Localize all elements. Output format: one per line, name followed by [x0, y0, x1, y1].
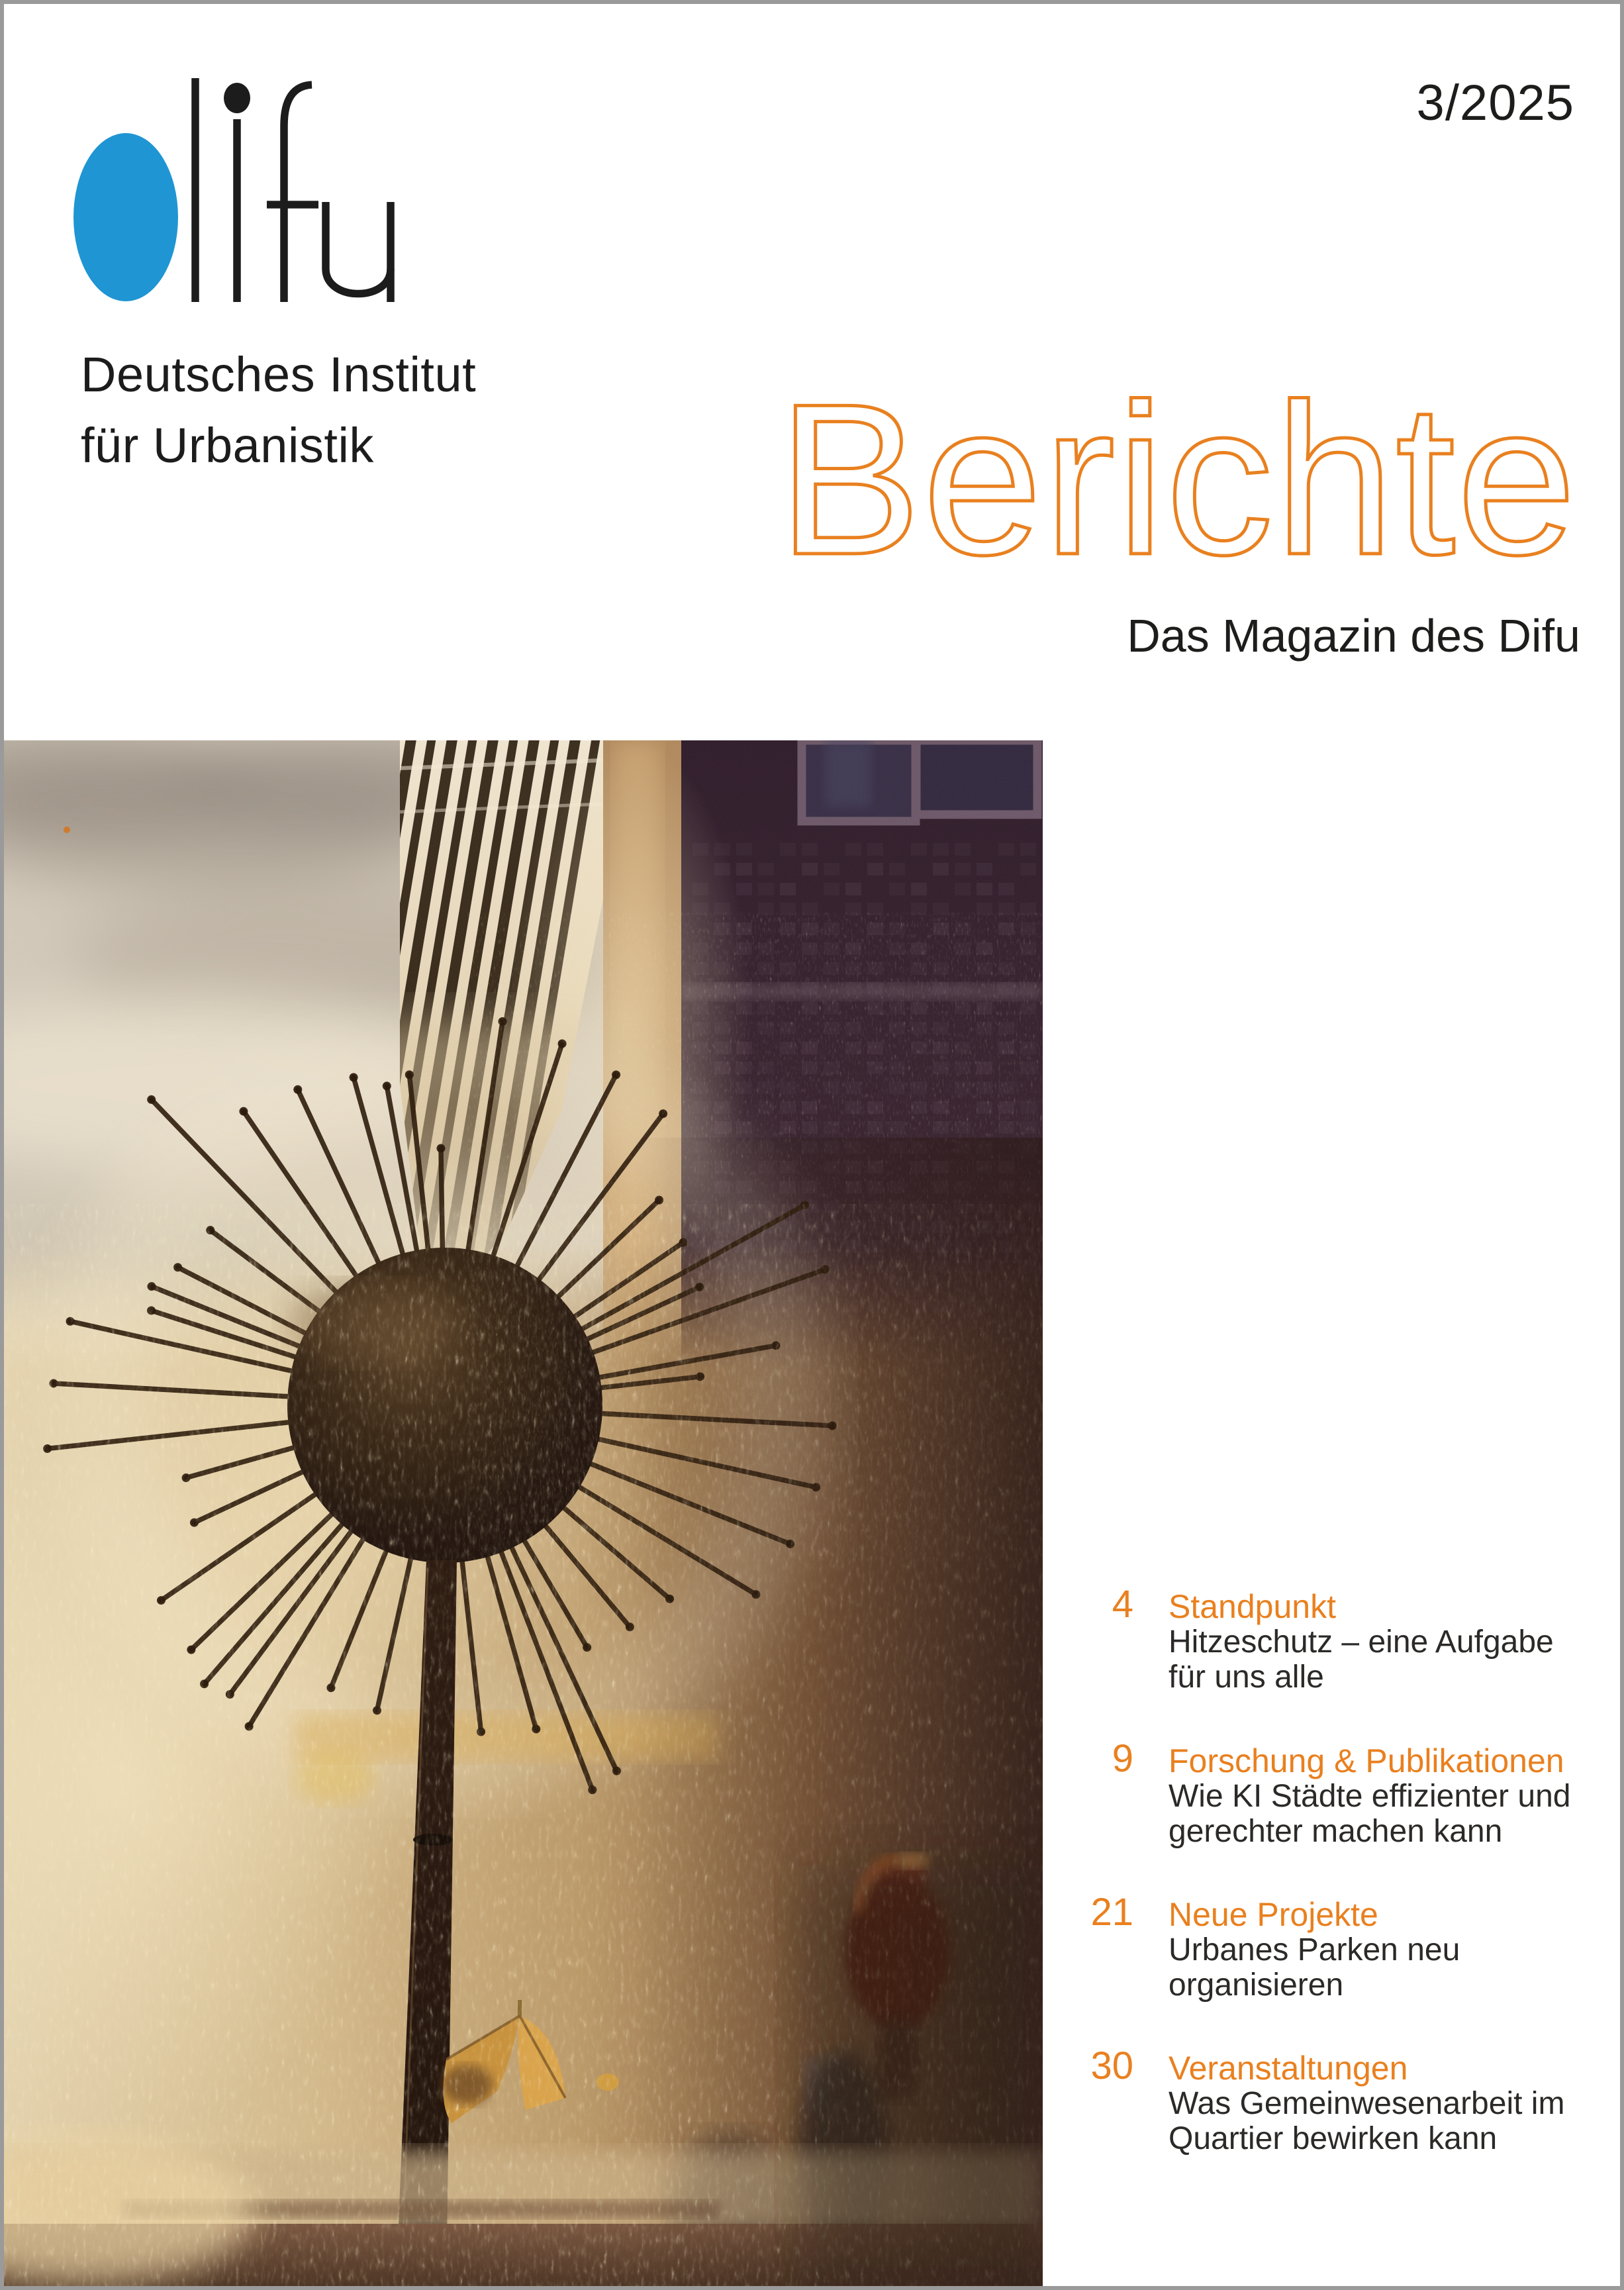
toc-page-number: 21 — [1090, 1891, 1133, 1934]
film-grain — [4, 740, 1043, 2286]
magazine-title: Berichte — [777, 359, 1578, 599]
toc-section-label: Forschung & Publikationen — [1169, 1742, 1564, 1779]
logo-wordmark-strokes — [195, 78, 391, 302]
cover-photo — [4, 740, 1043, 2286]
toc-article-title: Was Gemeinwesenarbeit im Quartier bewirken kann — [1169, 2086, 1565, 2156]
toc-item-forschung[interactable] — [1075, 1737, 1598, 1849]
toc-page-number: 9 — [1112, 1737, 1133, 1780]
toc-item-projekte[interactable] — [1075, 1891, 1598, 2003]
toc-item-standpunkt[interactable] — [1075, 1583, 1598, 1695]
organization-name: Deutsches Institut für Urbanistik — [81, 347, 477, 473]
toc-article-title: Wie KI Städte effizienter und gerechter machen kann — [1169, 1779, 1571, 1849]
toc-section-label: Standpunkt — [1169, 1588, 1336, 1625]
toc-page-number: 30 — [1090, 2044, 1133, 2087]
fountain-photo-art — [4, 740, 1043, 2286]
toc-article-title: Hitzeschutz – eine Aufgabe für uns alle — [1169, 1624, 1554, 1695]
logo-i-dot — [224, 83, 250, 113]
issue-number: 3/2025 — [1416, 75, 1574, 131]
difu-logo — [73, 78, 405, 307]
toc-page-number: 4 — [1112, 1583, 1133, 1626]
magazine-subtitle: Das Magazin des Difu — [1127, 610, 1580, 662]
toc-section-label: Veranstaltungen — [1169, 2050, 1408, 2087]
toc-section-label: Neue Projekte — [1169, 1896, 1378, 1933]
toc-item-veranstaltungen[interactable] — [1075, 2044, 1598, 2156]
toc-article-title: Urbanes Parken neu organisieren — [1169, 1932, 1460, 2003]
logo-blue-dot — [73, 133, 178, 301]
